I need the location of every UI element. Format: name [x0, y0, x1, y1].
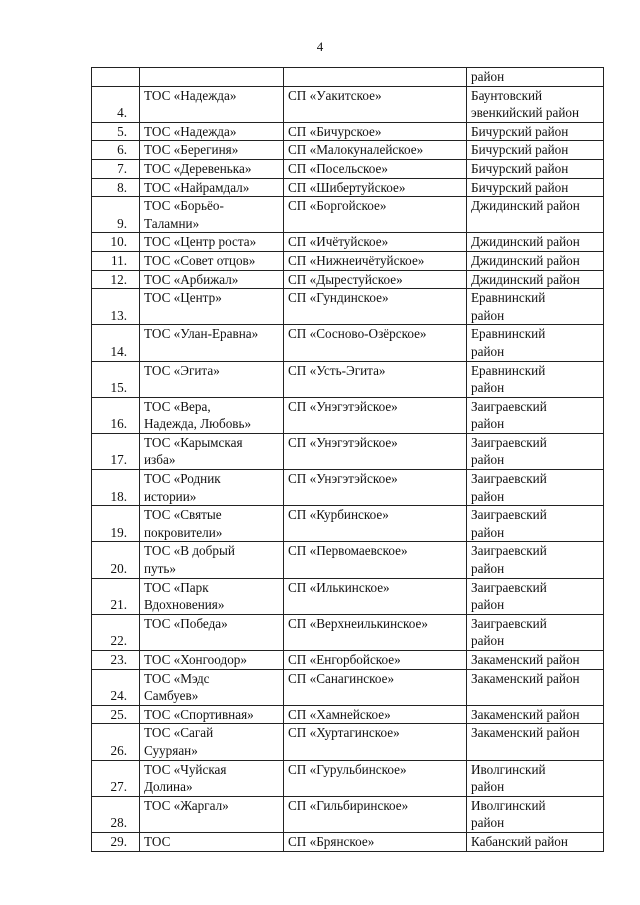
district-name: Закаменский район [467, 669, 604, 705]
row-number: 19. [92, 506, 140, 542]
district-name: Иволгинский район [467, 796, 604, 832]
district-name: Кабанский район [467, 832, 604, 851]
table-row [92, 542, 604, 578]
settlement-name: СП «Бичурское» [284, 122, 467, 141]
row-number: 4. [92, 86, 140, 122]
tos-name: ТОС «Мэдс Самбуев» [140, 669, 284, 705]
row-number: 27. [92, 760, 140, 796]
table-row [92, 233, 604, 252]
tos-name: ТОС «Арбижал» [140, 270, 284, 289]
table-row [92, 159, 604, 178]
settlement-name: СП «Санагинское» [284, 669, 467, 705]
tos-name: ТОС «Берегиня» [140, 141, 284, 160]
district-name: Иволгинский район [467, 760, 604, 796]
settlement-name: СП «Унэгэтэйское» [284, 470, 467, 506]
table-row [92, 289, 604, 325]
row-number: 26. [92, 724, 140, 760]
table-row [92, 86, 604, 122]
tos-name: ТОС «Родник истории» [140, 470, 284, 506]
table-row [92, 724, 604, 760]
tos-name: ТОС «В добрый путь» [140, 542, 284, 578]
table-row [92, 669, 604, 705]
settlement-name: СП «Илькинское» [284, 578, 467, 614]
row-number: 9. [92, 197, 140, 233]
settlement-name: СП «Нижнеичётуйское» [284, 251, 467, 270]
settlement-name: СП «Уакитское» [284, 86, 467, 122]
row-number: 16. [92, 397, 140, 433]
table-row [92, 506, 604, 542]
row-number: 17. [92, 433, 140, 469]
district-name: Бичурский район [467, 122, 604, 141]
settlement-name: СП «Унэгэтэйское» [284, 397, 467, 433]
tos-name: ТОС «Улан-Еравна» [140, 325, 284, 361]
settlement-name: СП «Хуртагинское» [284, 724, 467, 760]
table-row [92, 178, 604, 197]
table-row [92, 270, 604, 289]
page-number: 4 [316, 39, 324, 54]
settlement-name: СП «Хамнейское» [284, 705, 467, 724]
tos-table-body [92, 68, 604, 852]
row-number: 10. [92, 233, 140, 252]
tos-name: ТОС «Деревенька» [140, 159, 284, 178]
tos-name: ТОС «Жаргал» [140, 796, 284, 832]
tos-name: ТОС «Святые покровители» [140, 506, 284, 542]
district-name: Бичурский район [467, 178, 604, 197]
tos-table [91, 67, 604, 852]
table-row [92, 796, 604, 832]
row-number: 11. [92, 251, 140, 270]
tos-name: ТОС «Борьёо- Таламни» [140, 197, 284, 233]
settlement-name: СП «Гильбиринское» [284, 796, 467, 832]
district-name: Джидинский район [467, 251, 604, 270]
row-number: 14. [92, 325, 140, 361]
tos-name: ТОС «Парк Вдохновения» [140, 578, 284, 614]
row-number: 5. [92, 122, 140, 141]
settlement-name: СП «Посельское» [284, 159, 467, 178]
settlement-name: СП «Гундинское» [284, 289, 467, 325]
tos-name [140, 68, 284, 87]
settlement-name: СП «Курбинское» [284, 506, 467, 542]
tos-name: ТОС «Победа» [140, 614, 284, 650]
district-name: Заиграевский район [467, 506, 604, 542]
district-name: Закаменский район [467, 724, 604, 760]
table-row [92, 470, 604, 506]
table-row [92, 760, 604, 796]
row-number: 13. [92, 289, 140, 325]
row-number: 25. [92, 705, 140, 724]
tos-name: ТОС «Чуйская Долина» [140, 760, 284, 796]
row-number: 8. [92, 178, 140, 197]
district-name: Закаменский район [467, 651, 604, 670]
settlement-name: СП «Унэгэтэйское» [284, 433, 467, 469]
district-name: Бичурский район [467, 159, 604, 178]
settlement-name: СП «Малокуналейское» [284, 141, 467, 160]
settlement-name: СП «Сосново-Озёрское» [284, 325, 467, 361]
tos-name: ТОС «Карымская изба» [140, 433, 284, 469]
district-name: Джидинский район [467, 270, 604, 289]
table-row [92, 122, 604, 141]
row-number: 28. [92, 796, 140, 832]
row-number: 23. [92, 651, 140, 670]
row-number: 21. [92, 578, 140, 614]
district-name: район [467, 68, 604, 87]
row-number: 29. [92, 832, 140, 851]
district-name: Заиграевский район [467, 578, 604, 614]
settlement-name: СП «Шибертуйское» [284, 178, 467, 197]
table-row [92, 397, 604, 433]
settlement-name: СП «Енгорбойское» [284, 651, 467, 670]
tos-name: ТОС [140, 832, 284, 851]
tos-name: ТОС «Совет отцов» [140, 251, 284, 270]
district-name: Заиграевский район [467, 614, 604, 650]
row-number: 15. [92, 361, 140, 397]
district-name: Заиграевский район [467, 433, 604, 469]
tos-name: ТОС «Вера, Надежда, Любовь» [140, 397, 284, 433]
table-row [92, 251, 604, 270]
row-number: 12. [92, 270, 140, 289]
tos-name: ТОС «Хонгоодор» [140, 651, 284, 670]
district-name: Джидинский район [467, 233, 604, 252]
table-row [92, 197, 604, 233]
district-name: Заиграевский район [467, 542, 604, 578]
tos-name: ТОС «Надежда» [140, 122, 284, 141]
table-row [92, 68, 604, 87]
row-number: 20. [92, 542, 140, 578]
tos-name: ТОС «Найрамдал» [140, 178, 284, 197]
district-name: Еравнинский район [467, 289, 604, 325]
district-name: Еравнинский район [467, 361, 604, 397]
settlement-name: СП «Ичётуйское» [284, 233, 467, 252]
row-number: 6. [92, 141, 140, 160]
district-name: Баунтовский эвенкийский район [467, 86, 604, 122]
settlement-name: СП «Дырестуйское» [284, 270, 467, 289]
table-row [92, 361, 604, 397]
settlement-name: СП «Усть-Эгита» [284, 361, 467, 397]
tos-name: ТОС «Центр» [140, 289, 284, 325]
settlement-name: СП «Верхнеилькинское» [284, 614, 467, 650]
table-row [92, 832, 604, 851]
table-row [92, 325, 604, 361]
tos-name: ТОС «Спортивная» [140, 705, 284, 724]
row-number: 22. [92, 614, 140, 650]
table-row [92, 651, 604, 670]
row-number: 18. [92, 470, 140, 506]
table-row [92, 705, 604, 724]
row-number [92, 68, 140, 87]
row-number: 7. [92, 159, 140, 178]
tos-name: ТОС «Сагай Сууряан» [140, 724, 284, 760]
table-row [92, 578, 604, 614]
tos-name: ТОС «Эгита» [140, 361, 284, 397]
tos-name: ТОС «Центр роста» [140, 233, 284, 252]
table-row [92, 433, 604, 469]
district-name: Еравнинский район [467, 325, 604, 361]
table-row [92, 614, 604, 650]
settlement-name: СП «Первомаевское» [284, 542, 467, 578]
settlement-name: СП «Боргойское» [284, 197, 467, 233]
district-name: Заиграевский район [467, 397, 604, 433]
district-name: Заиграевский район [467, 470, 604, 506]
district-name: Джидинский район [467, 197, 604, 233]
district-name: Бичурский район [467, 141, 604, 160]
settlement-name [284, 68, 467, 87]
tos-name: ТОС «Надежда» [140, 86, 284, 122]
district-name: Закаменский район [467, 705, 604, 724]
settlement-name: СП «Брянское» [284, 832, 467, 851]
row-number: 24. [92, 669, 140, 705]
settlement-name: СП «Гурульбинское» [284, 760, 467, 796]
table-row [92, 141, 604, 160]
